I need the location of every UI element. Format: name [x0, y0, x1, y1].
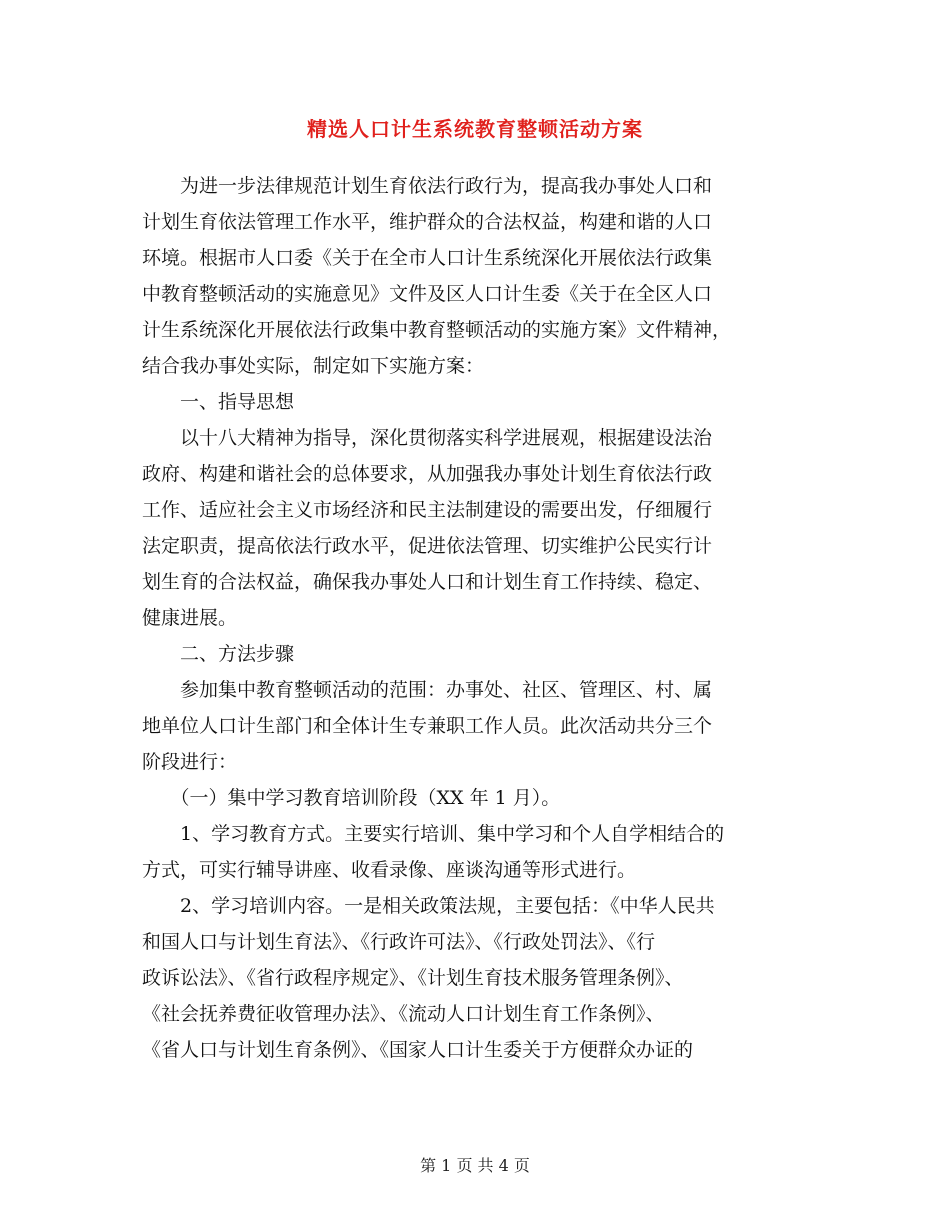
- text-line: 阶段进行：: [142, 751, 238, 773]
- text-line: 方式，可实行辅导讲座、收看录像、座谈沟通等形式进行。: [142, 859, 637, 881]
- document-body: [142, 168, 810, 1068]
- text-line: 参加集中教育整顿活动的范围：办事处、社区、管理区、村、属: [142, 679, 713, 701]
- text-line: 《社会抚养费征收管理办法》、《流动人口计划生育工作条例》、: [142, 1003, 665, 1025]
- text-line: 以十八大精神为指导，深化贯彻落实科学进展观，根据建设法治: [142, 427, 713, 449]
- text-line: 中教育整顿活动的实施意见》文件及区人口计生委《关于在全区人口: [142, 283, 713, 305]
- text-line: 2、学习培训内容。一是相关政策法规，主要包括：《中华人民共: [142, 895, 715, 917]
- text-line: （一）集中学习教育培训阶段（XX 年 1 月）。: [142, 787, 561, 809]
- document-title: 精选人口计生系统教育整顿活动方案: [307, 117, 643, 141]
- text-line: 结合我办事处实际，制定如下实施方案：: [142, 355, 485, 377]
- page-number: 第 1 页 共 4 页: [420, 1156, 530, 1175]
- text-line: 一、指导思想: [142, 391, 295, 413]
- text-line: 环境。根据市人口委《关于在全市人口计生系统深化开展依法行政集: [142, 247, 713, 269]
- text-line: 工作、适应社会主义市场经济和民主法制建设的需要出发，仔细履行: [142, 499, 713, 521]
- text-line: 和国人口与计划生育法》、《行政许可法》、《行政处罚法》、《行: [142, 931, 656, 953]
- text-line: 1、学习教育方式。主要实行培训、集中学习和个人自学相结合的: [142, 823, 725, 845]
- text-line: 政府、构建和谐社会的总体要求，从加强我办事处计划生育依法行政: [142, 463, 713, 485]
- text-line: 划生育的合法权益，确保我办事处人口和计划生育工作持续、稳定、: [142, 571, 713, 593]
- text-line: 二、方法步骤: [142, 643, 295, 665]
- text-line: 健康进展。: [142, 607, 238, 629]
- text-line: 法定职责，提高依法行政水平，促进依法管理、切实维护公民实行计: [142, 535, 713, 557]
- text-line: 地单位人口计生部门和全体计生专兼职工作人员。此次活动共分三个: [142, 715, 713, 737]
- text-line: 政诉讼法》、《省行政程序规定》、《计划生育技术服务管理条例》、: [142, 967, 684, 989]
- text-line: 《省人口与计划生育条例》、《国家人口计生委关于方便群众办证的: [142, 1039, 694, 1061]
- text-line: 计生系统深化开展依法行政集中教育整顿活动的实施方案》文件精神，: [142, 319, 732, 341]
- text-line: 为进一步法律规范计划生育依法行政行为，提高我办事处人口和: [142, 175, 713, 197]
- text-line: 计划生育依法管理工作水平，维护群众的合法权益，构建和谐的人口: [142, 211, 713, 233]
